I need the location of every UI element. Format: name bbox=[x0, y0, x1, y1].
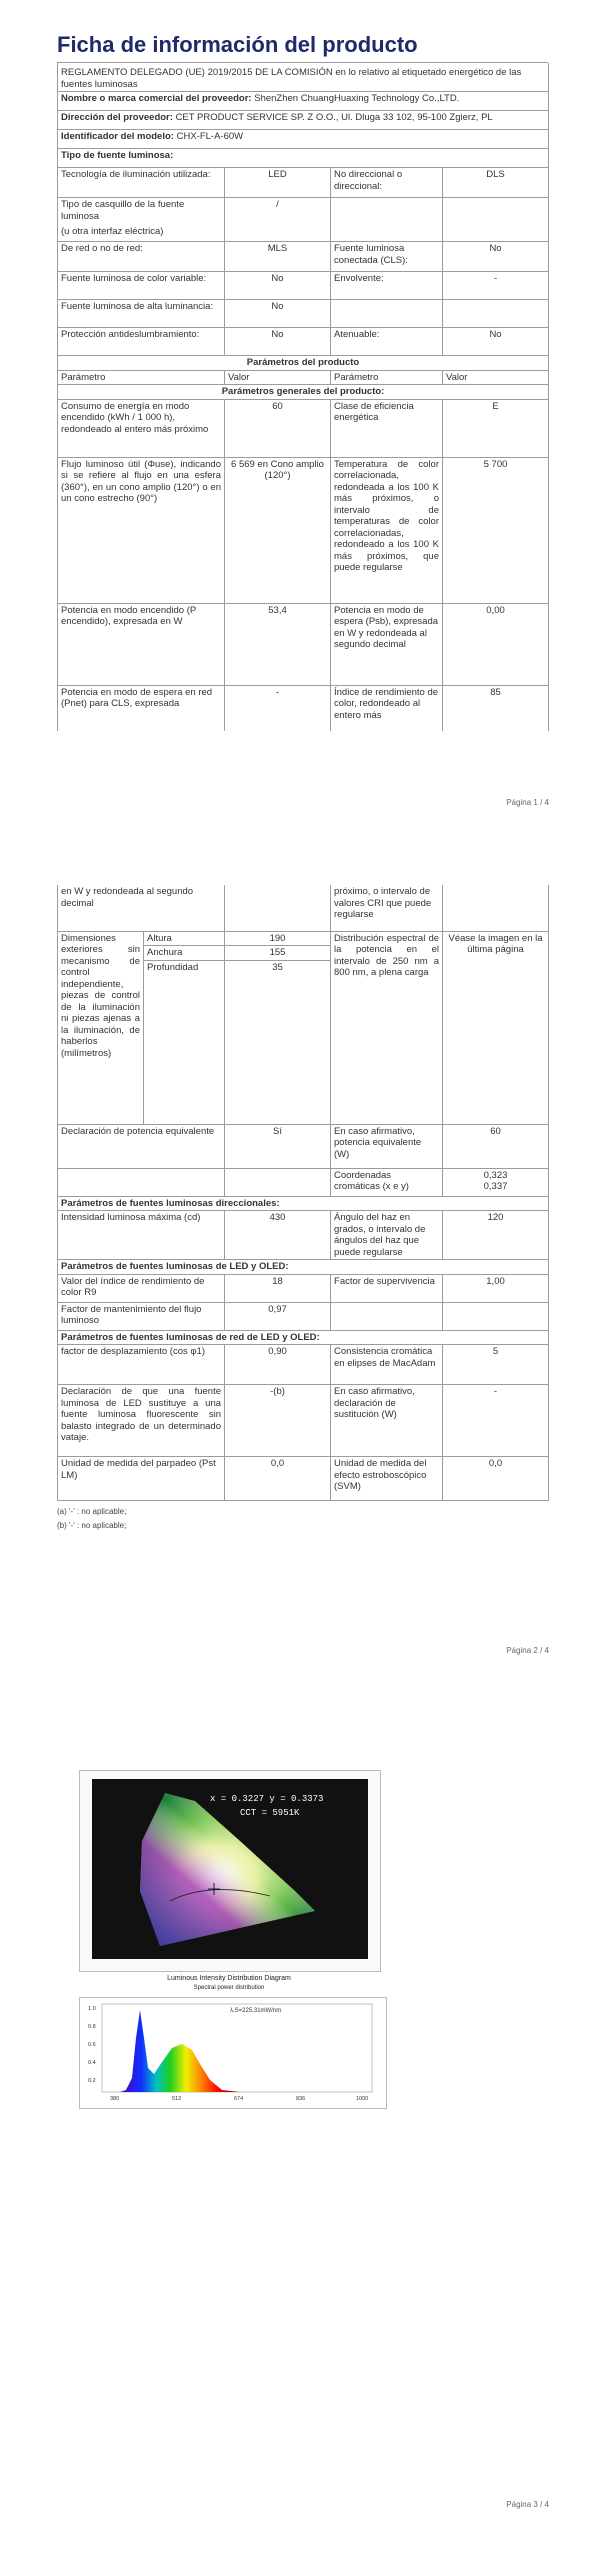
glare-value: No bbox=[225, 328, 331, 356]
col-value: Valor bbox=[443, 370, 549, 385]
product-info-table bbox=[57, 63, 549, 731]
regulation-text: REGLAMENTO DELEGADO (UE) 2019/2015 DE LA COMISIÓN en lo relativo al etiquetado energético de las fuentes luminosas bbox=[58, 63, 549, 92]
flux-value: 6 569 en Cono amplio (120°) bbox=[225, 457, 331, 603]
psb-value: 0,00 bbox=[443, 603, 549, 685]
spd-label: Distribución espectral de la potencia en el intervalo de 250 nm a 800 nm, a plena carga bbox=[331, 931, 443, 1124]
colour-label: Fuente luminosa de color variable: bbox=[58, 272, 225, 300]
eff-label: Clase de eficiencia energética bbox=[331, 399, 443, 457]
equiv-label: Declaración de potencia equivalente bbox=[58, 1124, 225, 1168]
spd-x-ticks bbox=[110, 2096, 368, 2102]
pst-value: 0,0 bbox=[225, 1457, 331, 1501]
empty-cell bbox=[58, 1168, 225, 1196]
page-1 bbox=[0, 0, 603, 830]
pon-value: 53,4 bbox=[225, 603, 331, 685]
energy-label: Consumo de energía en modo encendido (kWh / 1 000 h), redondeado al entero más próximo bbox=[58, 399, 225, 457]
dir-value: DLS bbox=[443, 168, 549, 198]
hl-label: Fuente luminosa de alta luminancia: bbox=[58, 300, 225, 328]
empty-cell bbox=[443, 885, 549, 931]
empty-cell bbox=[331, 198, 443, 242]
spd-y-ticks bbox=[88, 2006, 96, 2084]
spd-x-tick: 380 bbox=[110, 2096, 120, 2102]
replace-value: -(b) bbox=[225, 1385, 331, 1457]
datasheet-page-2 bbox=[57, 885, 548, 1533]
dir-header: Parámetros de fuentes luminosas direccionales: bbox=[58, 1196, 549, 1211]
col-value: Valor bbox=[225, 370, 331, 385]
product-info-table-cont bbox=[57, 885, 549, 1501]
page-number: Página 3 / 4 bbox=[506, 2500, 549, 2509]
general-header: Parámetros generales del producto: bbox=[58, 385, 549, 400]
eff-value: E bbox=[443, 399, 549, 457]
spd-x-tick: 836 bbox=[296, 2096, 306, 2102]
cap-value: / bbox=[225, 198, 331, 242]
dir-label: No direccional o direccional: bbox=[331, 168, 443, 198]
datasheet-page-1 bbox=[57, 30, 548, 731]
dim-label: Atenuable: bbox=[331, 328, 443, 356]
page-2 bbox=[0, 885, 603, 1675]
dim-value: No bbox=[443, 328, 549, 356]
disp-label: factor de desplazamiento (cos φ1) bbox=[58, 1345, 225, 1385]
page-3 bbox=[0, 1700, 603, 2560]
spd-peak-label: λ,S=225.31mW/nm bbox=[230, 2008, 282, 2014]
spd-y-tick: 1.0 bbox=[88, 2006, 96, 2012]
maint-label: Factor de mantenimiento del flujo luminoso bbox=[58, 1302, 225, 1330]
beam-label: Ángulo del haz en grados, o intervalo de ángulos del haz que puede regularse bbox=[331, 1211, 443, 1260]
empty-cell bbox=[331, 300, 443, 328]
cap-label: Tipo de casquillo de la fuente luminosa bbox=[61, 199, 185, 222]
equiv-w-label: En caso afirmativo, potencia equivalente (W) bbox=[331, 1124, 443, 1168]
colour-value: No bbox=[225, 272, 331, 300]
disp-value: 0,90 bbox=[225, 1345, 331, 1385]
spd-value: Véase la imagen en la última página bbox=[443, 931, 549, 1124]
beam-value: 120 bbox=[443, 1211, 549, 1260]
supplier-name-row bbox=[58, 92, 549, 111]
cie-diagram-image bbox=[79, 1770, 381, 1972]
cct-label: Temperatura de color correlacionada, redondeada a los 100 K más próximos, o intervalo de temperaturas de color correlacionadas, redondeado a los 100 K más próximos, que puede regularse bbox=[331, 457, 443, 603]
cls-value: No bbox=[443, 242, 549, 272]
spd-y-tick: 0.6 bbox=[88, 2042, 96, 2048]
flux-label: Flujo luminoso útil (Φuse), indicando si se refiere al flujo en una esfera (360°), en un cono amplio (120°) o en un cono estrecho (90°) bbox=[58, 457, 225, 603]
intensity-label: Intensidad luminosa máxima (cd) bbox=[58, 1211, 225, 1260]
col-param: Parámetro bbox=[58, 370, 225, 385]
spd-chart bbox=[80, 1998, 386, 2108]
svm-label: Unidad de medida del efecto estroboscópico (SVM) bbox=[331, 1457, 443, 1501]
cls-label: Fuente luminosa conectada (CLS): bbox=[331, 242, 443, 272]
cct-value: 5 700 bbox=[443, 457, 549, 603]
cri-value: 85 bbox=[443, 685, 549, 731]
spd-x-tick: 512 bbox=[172, 2096, 182, 2102]
r9-value: 18 bbox=[225, 1274, 331, 1302]
surv-value: 1,00 bbox=[443, 1274, 549, 1302]
supplier-name: ShenZhen ChuangHuaxing Technology Co.,LTD. bbox=[254, 93, 460, 104]
intensity-value: 430 bbox=[225, 1211, 331, 1260]
surv-label: Factor de supervivencia bbox=[331, 1274, 443, 1302]
width-value: 155 bbox=[225, 946, 331, 961]
cri-label-cont: próximo, o intervalo de valores CRI que puede regularse bbox=[331, 885, 443, 931]
empty-cell bbox=[331, 1302, 443, 1330]
cie-diagram bbox=[80, 1771, 380, 1971]
pst-label: Unidad de medida del parpadeo (Pst LM) bbox=[58, 1457, 225, 1501]
led-header: Parámetros de fuentes luminosas de LED y OLED: bbox=[58, 1260, 549, 1275]
energy-value: 60 bbox=[225, 399, 331, 457]
footnotes bbox=[57, 1505, 548, 1533]
macadam-value: 5 bbox=[443, 1345, 549, 1385]
type-header: Tipo de fuente luminosa: bbox=[58, 149, 549, 168]
maint-value: 0,97 bbox=[225, 1302, 331, 1330]
chroma-label: Coordenadas cromáticas (x e y) bbox=[331, 1168, 443, 1196]
cri-label: Índice de rendimiento de color, redondeado al entero más bbox=[331, 685, 443, 731]
empty-cell bbox=[225, 885, 331, 931]
equiv-w-value: 60 bbox=[443, 1124, 549, 1168]
supplier-address-label: Dirección del proveedor: bbox=[61, 112, 173, 123]
depth-label: Profundidad bbox=[144, 961, 225, 1124]
spd-x-tick: 1000 bbox=[356, 2096, 369, 2102]
model-id: CHX-FL-A-60W bbox=[176, 131, 244, 142]
envelope-value: - bbox=[443, 272, 549, 300]
glare-label: Protección antideslumbramiento: bbox=[58, 328, 225, 356]
pnet-label: Potencia en modo de espera en red (Pnet) para CLS, expresada bbox=[58, 685, 225, 731]
equiv-value: Sí bbox=[225, 1124, 331, 1168]
mains-led-header: Parámetros de fuentes luminosas de red de LED y OLED: bbox=[58, 1330, 549, 1345]
spd-x-tick: 674 bbox=[234, 2096, 244, 2102]
replace-label: Declaración de que una fuente luminosa de LED sustituye a una fuente luminosa fluorescente sin balasto integrado de un determinado vataje. bbox=[58, 1385, 225, 1457]
spd-chart-image bbox=[79, 1997, 387, 2109]
supplier-address: CET PRODUCT SERVICE SP. Z O.O., Ul. Dluga 33 102, 95-100 Zgierz, PL bbox=[175, 112, 493, 123]
model-row bbox=[58, 130, 549, 149]
cie-cct: CCT = 5951K bbox=[240, 1808, 300, 1818]
supplier-address-row bbox=[58, 111, 549, 130]
dims-label: Dimensiones exteriores sin mecanismo de control independiente, piezas de control de la iluminación ni piezas ajenas a la iluminación, de haberlos (milímetros) bbox=[58, 931, 144, 1124]
page-number: Página 1 / 4 bbox=[506, 798, 549, 807]
psb-label: Potencia en modo de espera (Psb), expresada en W y redondeada al segundo decimal bbox=[331, 603, 443, 685]
r9-label: Valor del índice de rendimiento de color R9 bbox=[58, 1274, 225, 1302]
chroma-y: 0,337 bbox=[483, 1181, 508, 1192]
height-label: Altura bbox=[144, 931, 225, 946]
hl-value: No bbox=[225, 300, 331, 328]
note-a: (a) '-' : no aplicable; bbox=[57, 1507, 127, 1516]
empty-cell bbox=[225, 1168, 331, 1196]
height-value: 190 bbox=[225, 931, 331, 946]
col-param: Parámetro bbox=[331, 370, 443, 385]
pon-label: Potencia en modo encendido (P encendido), expresada en W bbox=[58, 603, 225, 685]
params-header: Parámetros del producto bbox=[58, 356, 549, 371]
empty-cell bbox=[443, 300, 549, 328]
pnet-value: - bbox=[225, 685, 331, 731]
note-b: (b) '-' : no aplicable; bbox=[57, 1521, 127, 1530]
cap-label-cell bbox=[58, 198, 225, 242]
replace-w-value: - bbox=[443, 1385, 549, 1457]
lid-caption: Luminous Intensity Distribution Diagram bbox=[167, 1975, 291, 1982]
spd-caption: Spectral power distribution bbox=[193, 1985, 265, 1991]
cie-coords: x = 0.3227 y = 0.3373 bbox=[210, 1794, 324, 1804]
pnet-label-cont: en W y redondeada al segundo decimal bbox=[58, 885, 225, 931]
supplier-name-label: Nombre o marca comercial del proveedor: bbox=[61, 93, 252, 104]
spd-y-tick: 0.8 bbox=[88, 2024, 96, 2030]
page-number: Página 2 / 4 bbox=[506, 1646, 549, 1655]
spd-y-tick: 0.4 bbox=[88, 2060, 96, 2066]
tech-value: LED bbox=[225, 168, 331, 198]
cap-label-sub: (u otra interfaz eléctrica) bbox=[61, 226, 164, 237]
chroma-x: 0,323 bbox=[483, 1169, 508, 1181]
empty-cell bbox=[443, 198, 549, 242]
spd-y-tick: 0.2 bbox=[88, 2078, 96, 2084]
width-label: Anchura bbox=[144, 946, 225, 961]
chroma-values bbox=[443, 1168, 549, 1196]
tech-label: Tecnología de iluminación utilizada: bbox=[58, 168, 225, 198]
page-title: Ficha de información del producto bbox=[57, 30, 548, 63]
empty-cell bbox=[443, 1302, 549, 1330]
svm-value: 0,0 bbox=[443, 1457, 549, 1501]
macadam-label: Consistencia cromática en elipses de MacAdam bbox=[331, 1345, 443, 1385]
model-label: Identificador del modelo: bbox=[61, 131, 174, 142]
depth-value: 35 bbox=[225, 961, 331, 1124]
replace-w-label: En caso afirmativo, declaración de sustitución (W) bbox=[331, 1385, 443, 1457]
mains-label: De red o no de red: bbox=[58, 242, 225, 272]
envelope-label: Envolvente: bbox=[331, 272, 443, 300]
mains-value: MLS bbox=[225, 242, 331, 272]
